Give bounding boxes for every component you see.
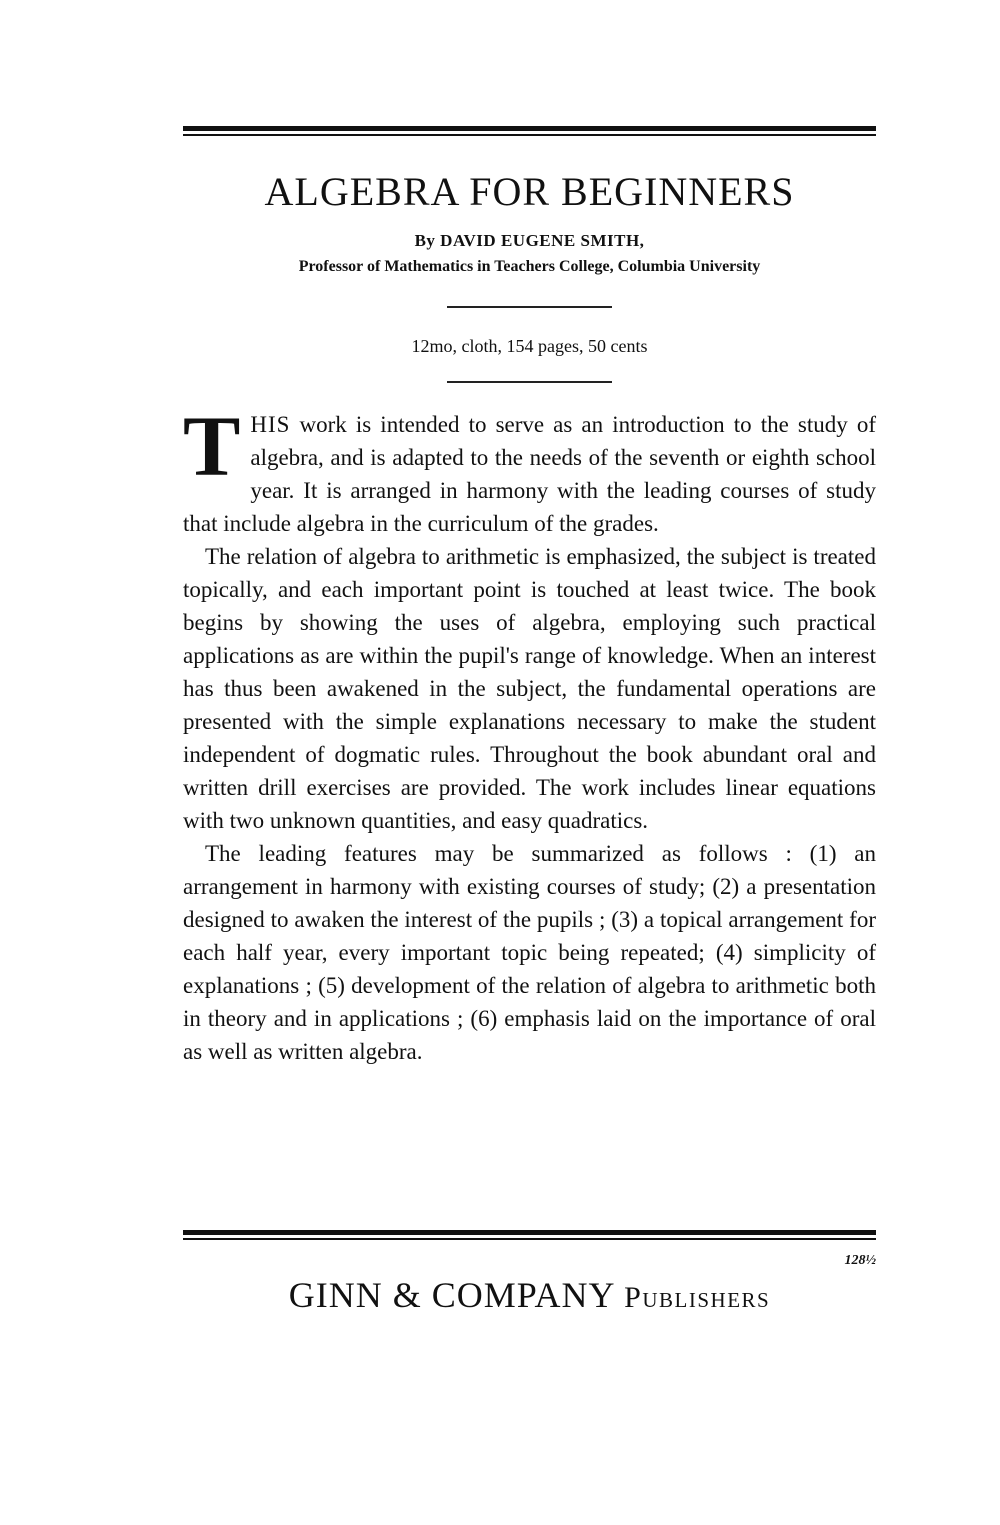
author-byline: By DAVID EUGENE SMITH, [414,231,645,250]
author-affiliation: Professor of Mathematics in Teachers College, Columbia University [298,258,761,275]
paragraph-features: The leading features may be summarized as follows : (1) an arrangement in harmony with existing courses of study; (2) a presentation designed to awaken the interest of the pupils ; (3) a topical arrangement for each half year, every important topic being repeated; (4) simplicity of explanations ; (5) development of the relation of algebra to arithmetic both in theory and in applications ; (6) emphasis laid on the importance of oral as well as written algebra. [183,841,876,1064]
paragraph-intro [183,398,876,540]
publisher-name: GINN & COMPANY [288,1275,615,1315]
divider-rule-upper [447,306,612,308]
book-title: ALGEBRA FOR BEGINNERS [264,169,795,214]
description-body [183,398,876,1068]
divider-rule-lower [447,381,612,383]
publisher-label: Publishers [624,1281,771,1314]
drop-cap: T [183,398,241,494]
paragraph-intro-text: work is intended to serve as an introduction to the study of algebra, and is adapted to the needs of the seventh or eighth school year. It is arranged in harmony with the leading courses of study that include algebra in the curriculum of the grades. [183,412,876,536]
paragraph-lead: HIS [250,412,291,437]
book-details: 12mo, cloth, 154 pages, 50 cents [411,336,648,356]
publisher-line [183,1274,876,1316]
bottom-double-rule [183,1230,876,1240]
paragraph-relation: The relation of algebra to arithmetic is emphasized, the subject is treated topically, and each important point is touched at least twice. The book begins by showing the uses of algebra, employing such practical applications as are within the pupil's range of knowledge. When an interest has thus been awakened in the subject, the fundamental operations are presented with the simple explanations necessary to make the student independent of dogmatic rules. Throughout the book abundant oral and written drill exercises are provided. The work includes linear equations with two unknown quantities, and easy quadratics. [183,544,876,833]
top-double-rule [183,126,876,136]
catalog-number: 128½ [844,1253,876,1268]
